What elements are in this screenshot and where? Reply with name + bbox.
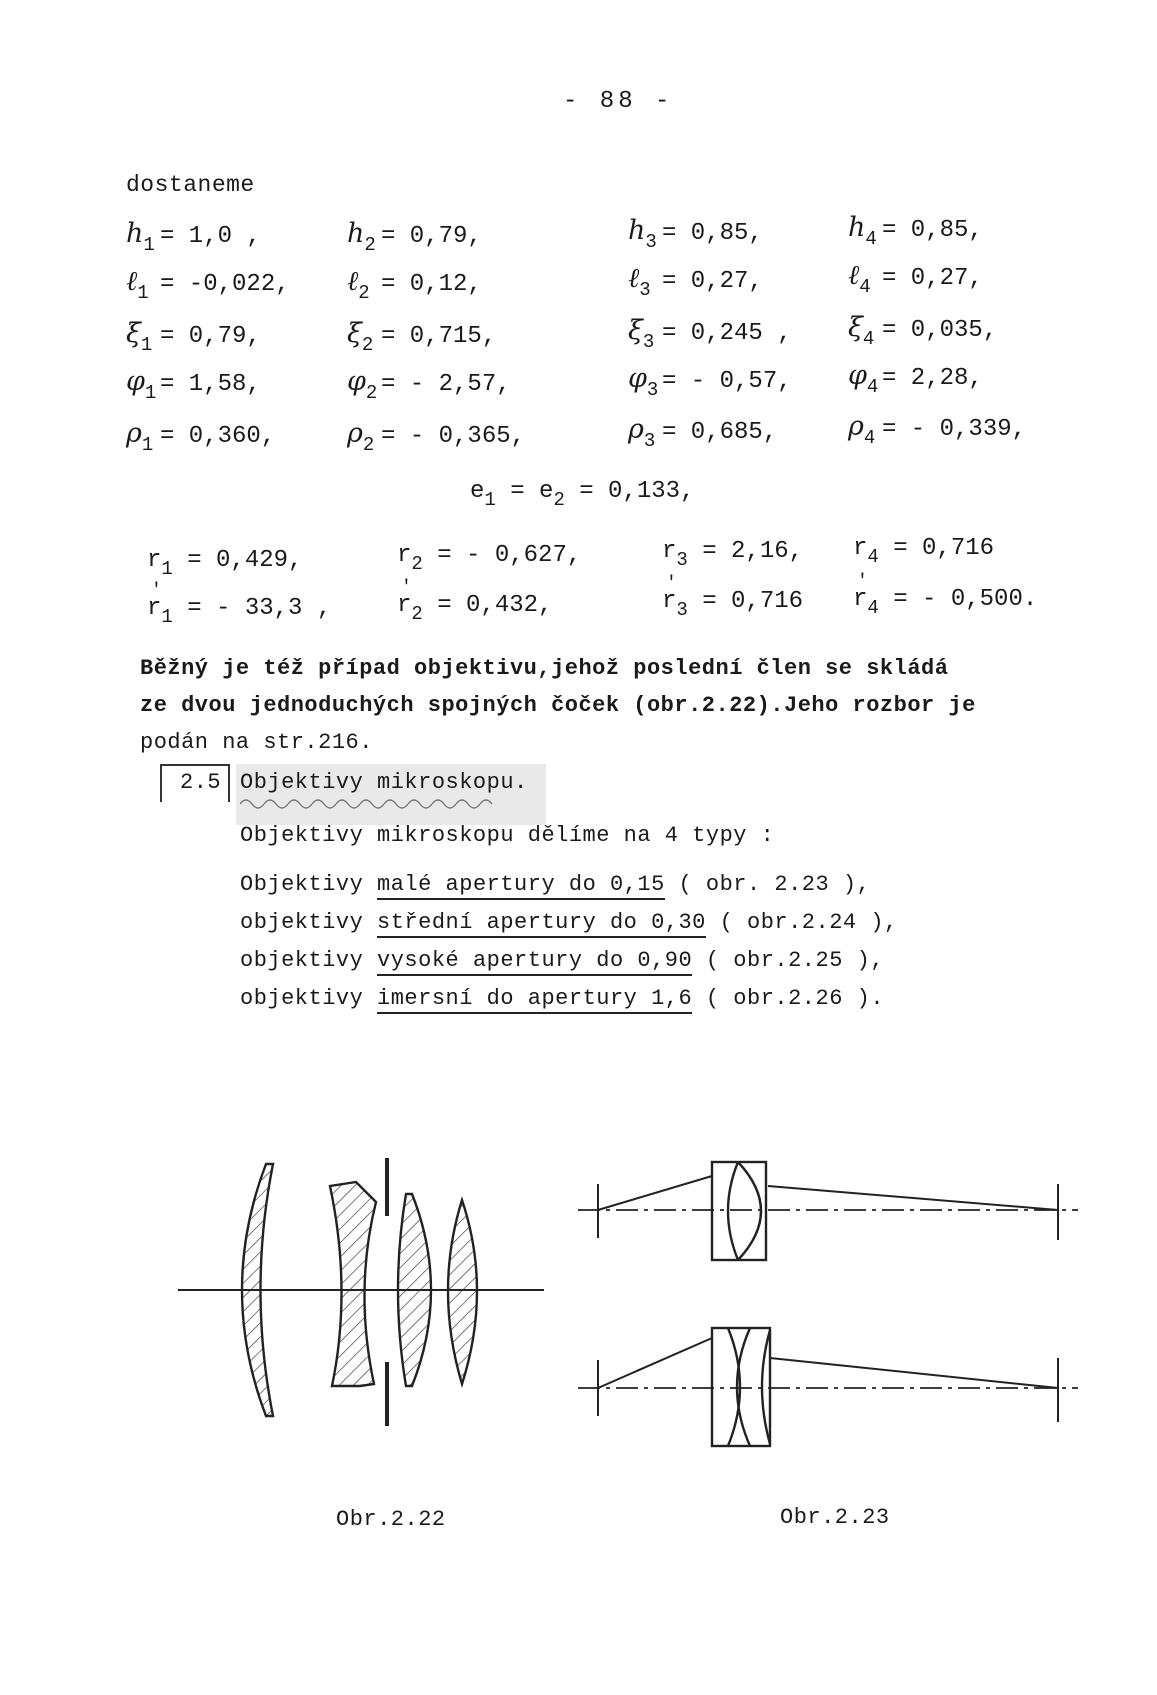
phi4-entry: $\varphi_4 = 2,28$, (848, 360, 983, 398)
phi3-entry: $\varphi_3$ = - 0,57, (628, 363, 792, 401)
section-title: Objektivy mikroskopu. (236, 764, 546, 825)
caption-fig-2-23: Obr.2.23 (780, 1505, 890, 1530)
intro-word: dostaneme (126, 172, 255, 198)
marginal-ray (598, 1338, 712, 1388)
paragraph-line: podán na str.216. (140, 730, 373, 755)
l4-entry: ℓ$_4$ = 0,27, (848, 260, 983, 298)
lens-element (738, 1162, 761, 1260)
figure-2-23 (578, 1140, 1098, 1480)
type-item: objektivy imersní do apertury 1,6 ( obr.2.26 ). (240, 986, 884, 1011)
lens-element (762, 1330, 770, 1444)
type-item: objektivy střední apertury do 0,30 ( obr.2.24 ), (240, 910, 898, 935)
lens-3 (398, 1194, 431, 1386)
paragraph-line: ze dvou jednoduchých spojných čoček (obr.2.22).Jeho rozbor je (140, 693, 976, 718)
lens-2 (330, 1182, 376, 1386)
h1-entry: $h_1 = 1,0$ , (126, 218, 261, 256)
lens-element (728, 1162, 738, 1260)
rho4-entry: $\rho_4$ = - 0,339, (848, 411, 1027, 449)
phi2-entry: $\varphi_2$ = - 2,57, (347, 366, 511, 404)
figure-2-22 (178, 1150, 558, 1450)
page-number: - 88 - (563, 88, 674, 115)
xi4-entry: $\xi_4 = 0,035$, (848, 312, 998, 350)
type-item: objektivy vysoké apertury do 0,90 ( obr.2.25 ), (240, 948, 884, 973)
caption-fig-2-22: Obr.2.22 (336, 1507, 446, 1532)
marginal-ray (598, 1176, 712, 1210)
rho3-entry: $\rho_3 = 0,685$, (628, 414, 778, 452)
r4-prime-entry: r $'_4$ = - 0,500. (853, 586, 1037, 613)
lens-4 (448, 1200, 477, 1384)
rho1-entry: $\rho_1 = 0,360$, (126, 418, 276, 456)
xi3-entry: $\xi_3 = 0,245$ , (628, 315, 792, 353)
types-intro: Objektivy mikroskopu dělíme na 4 typy : (240, 823, 775, 848)
l2-entry: ℓ$_2$ = 0,12, (347, 266, 482, 304)
xi2-entry: $\xi_2 = 0,715$, (347, 318, 497, 356)
type-item: Objektivy malé apertury do 0,15 ( obr. 2.23 ), (240, 872, 870, 897)
r1-prime-entry: r $'_1$ = - 33,3 , (147, 595, 331, 622)
section-number: 2.5 (180, 770, 222, 795)
wavy-underline (240, 794, 540, 814)
r3-prime-entry: r $'_3 = 0,716$ (662, 588, 803, 615)
marginal-ray (770, 1358, 1058, 1388)
xi1-entry: $\xi_1 = 0,79$, (126, 318, 261, 356)
paragraph-line: Běžný je též případ objektivu,jehož poslední člen se skládá (140, 656, 949, 681)
r2-prime-entry: r $'_2 = 0,432$, (397, 592, 552, 619)
rho2-entry: $\rho_2$ = - 0,365, (347, 418, 526, 456)
h4-entry: $h_4 = 0,85$, (848, 212, 983, 250)
phi1-entry: $\varphi_1 = 1,58$, (126, 366, 261, 404)
e-equation: $e_1 = e_2 = 0,133$, (470, 478, 695, 511)
l1-entry: ℓ$_1$ = -0,022, (126, 266, 290, 304)
r2-entry: $r_2$ = - 0,627, (397, 542, 582, 575)
marginal-ray (768, 1186, 1058, 1210)
r3-entry: $r_3 = 2,16$, (662, 538, 804, 571)
r4-entry: $r_4 = 0,716$ (853, 535, 995, 568)
r1-entry: $r_1 = 0,429$, (147, 547, 303, 580)
h2-entry: $h_2 = 0,79$, (347, 218, 482, 256)
lens-mount (712, 1162, 766, 1260)
h3-entry: $h_3 = 0,85$, (628, 215, 763, 253)
l3-entry: ℓ$_3$ = 0,27, (628, 263, 763, 301)
